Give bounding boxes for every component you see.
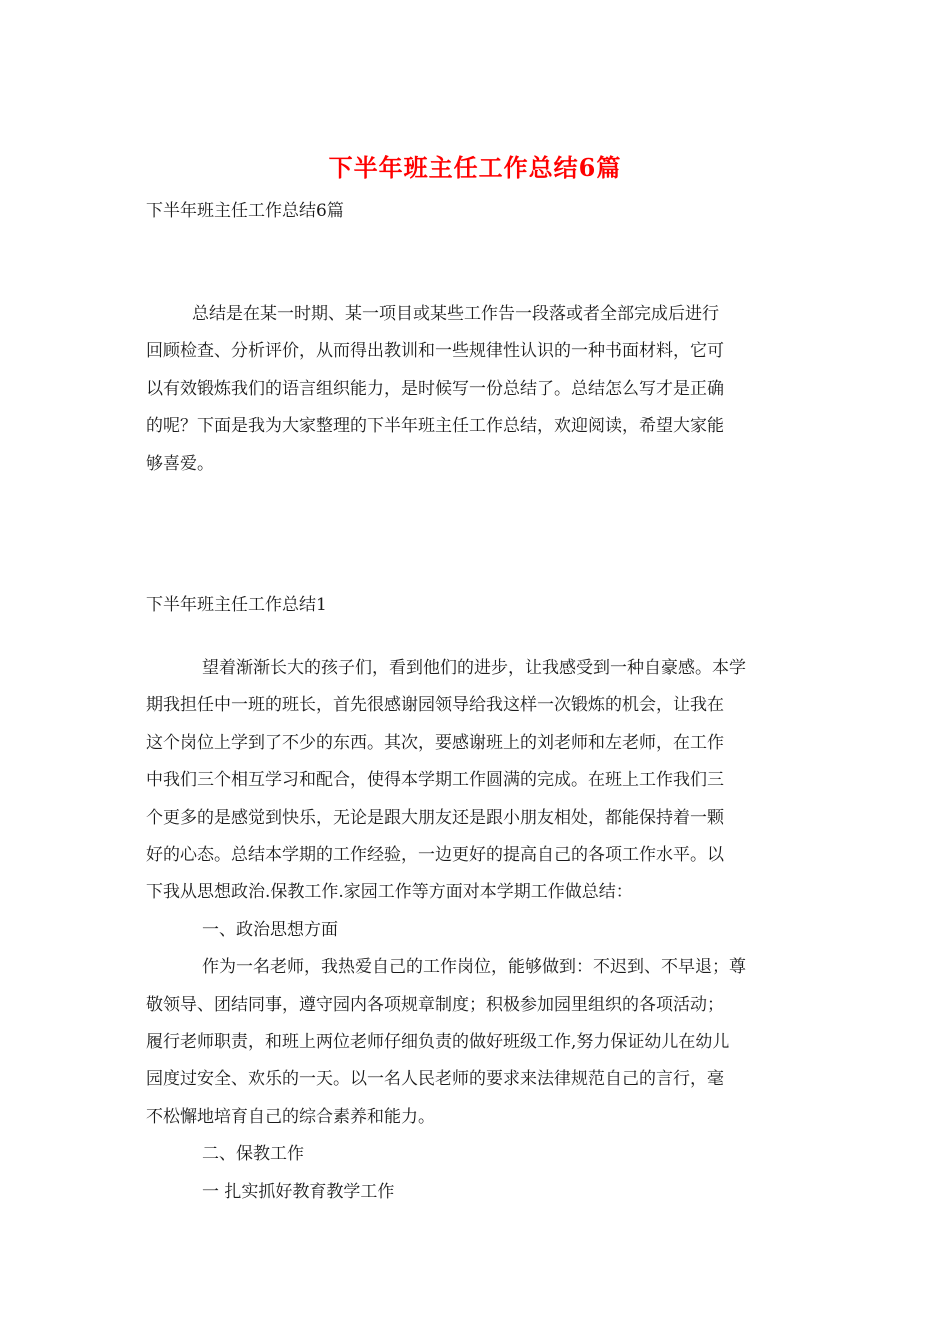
body-line: 中我们三个相互学习和配合，使得本学期工作圆满的完成。在班上工作我们三: [146, 770, 724, 791]
body-line: 个更多的是感觉到快乐，无论是跟大朋友还是跟小朋友相处，都能保持着一颗: [146, 807, 724, 828]
body-line: 履行老师职责，和班上两位老师仔细负责的做好班级工作,努力保证幼儿在幼儿: [146, 1032, 730, 1053]
body-line: 园度过安全、欢乐的一天。以一名人民老师的要求来法律规范自己的言行，毫: [146, 1069, 724, 1090]
body-line: 好的心态。总结本学期的工作经验，一边更好的提高自己的各项工作水平。以: [146, 845, 724, 866]
intro-line: 以有效锻炼我们的语言组织能力，是时候写一份总结了。总结怎么写才是正确: [146, 378, 724, 399]
body-line: 望着渐渐长大的孩子们，看到他们的进步，让我感受到一种自豪感。本学: [202, 658, 746, 678]
body-line: 这个岗位上学到了不少的东西。其次，要感谢班上的刘老师和左老师，在工作: [146, 732, 724, 753]
document-title: 下半年班主任工作总结6篇: [328, 153, 622, 182]
intro-line: 回顾检查、分析评价，从而得出教训和一些规律性认识的一种书面材料，它可: [146, 341, 724, 362]
body-line: 下我从思想政治.保教工作.家园工作等方面对本学期工作做总结：: [146, 882, 633, 903]
subheading-political: 一、政治思想方面: [202, 919, 338, 940]
intro-line: 够喜爱。: [146, 453, 214, 474]
section-title: 下半年班主任工作总结1: [146, 595, 327, 615]
body-line: 不松懈地培育自己的综合素养和能力。: [146, 1106, 435, 1127]
body-line: 作为一名老师，我热爱自己的工作岗位，能够做到：不迟到、不早退；尊: [202, 957, 746, 978]
intro-line: 总结是在某一时期、某一项目或某些工作告一段落或者全部完成后进行: [192, 304, 719, 324]
body-line: 期我担任中一班的班长，首先很感谢园领导给我这样一次锻炼的机会，让我在: [146, 695, 724, 716]
body-line: 敬领导、团结同事，遵守园内各项规章制度；积极参加园里组织的各项活动；: [146, 994, 724, 1015]
intro-line: 的呢？下面是我为大家整理的下半年班主任工作总结，欢迎阅读，希望大家能: [146, 416, 724, 437]
intro-paragraph: [146, 296, 806, 483]
subheading-teaching: 一 扎实抓好教育教学工作: [202, 1181, 395, 1202]
section-body: [146, 650, 806, 1211]
document-subtitle: 下半年班主任工作总结6篇: [146, 201, 344, 221]
subheading-care-education: 二、保教工作: [202, 1144, 304, 1165]
